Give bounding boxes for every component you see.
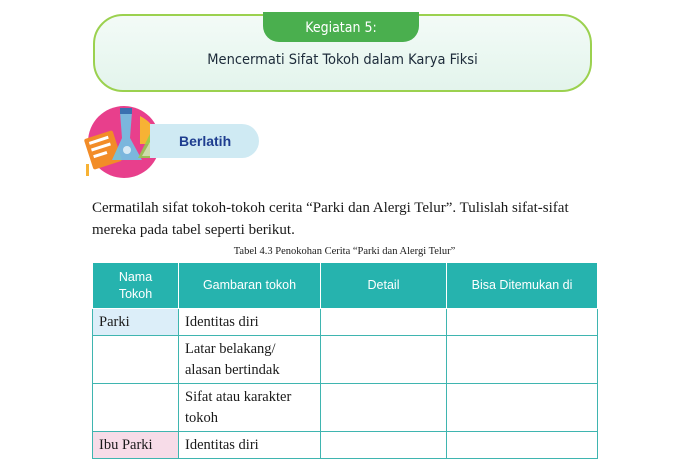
header-nama-tokoh: Nama Tokoh: [93, 263, 179, 309]
table-row: [93, 384, 598, 432]
character-name-cell: Ibu Parki: [93, 432, 179, 459]
description-cell: Latar belakang/ alasan bertindak: [179, 336, 321, 384]
instruction-text: Cermatilah sifat tokoh-tokoh cerita “Parki dan Alergi Telur”. Tulislah sifat-sifat mereka pada tabel seperti berikut.: [92, 200, 569, 238]
detail-cell[interactable]: [321, 336, 447, 384]
header-gambaran-tokoh: Gambaran tokoh: [179, 263, 321, 309]
section-badge-label: Berlatih: [179, 133, 232, 149]
found-in-cell[interactable]: [447, 336, 598, 384]
activity-label: Kegiatan 5:: [263, 12, 419, 42]
header-detail: Detail: [321, 263, 447, 309]
table-row: [93, 309, 598, 336]
description-cell: Identitas diri: [179, 309, 321, 336]
detail-cell[interactable]: [321, 432, 447, 459]
activity-title: Mencermati Sifat Tokoh dalam Karya Fiksi: [207, 52, 478, 68]
found-in-cell[interactable]: [447, 432, 598, 459]
found-in-cell[interactable]: [447, 384, 598, 432]
detail-cell[interactable]: [321, 309, 447, 336]
description-cell: Identitas diri: [179, 432, 321, 459]
detail-cell[interactable]: [321, 384, 447, 432]
character-name-cell: Parki: [93, 309, 179, 336]
section-badge: [150, 124, 259, 158]
found-in-cell[interactable]: [447, 309, 598, 336]
character-name-cell: [93, 384, 179, 432]
description-cell: Sifat atau karakter tokoh: [179, 384, 321, 432]
table-row: [93, 432, 598, 459]
table-row: [93, 336, 598, 384]
character-name-cell: [93, 336, 179, 384]
table-caption: Tabel 4.3 Penokohan Cerita “Parki dan Alergi Telur”: [233, 246, 456, 257]
characterization-table: [92, 262, 598, 459]
header-bisa-ditemukan: Bisa Ditemukan di: [447, 263, 598, 309]
table-header-row: [93, 263, 598, 309]
